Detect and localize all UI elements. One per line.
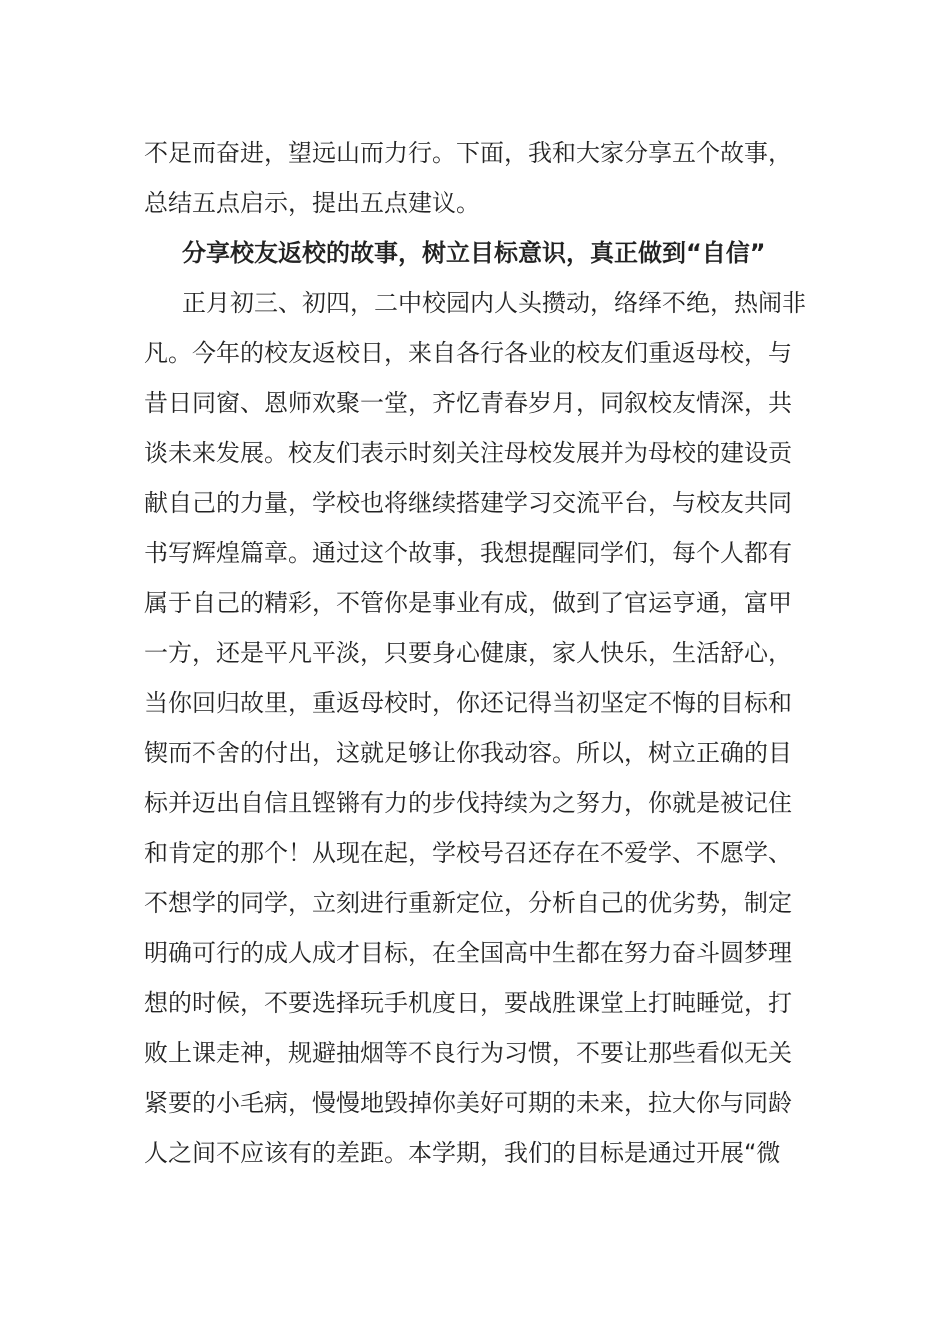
paragraph-line: 败上课走神，规避抽烟等不良行为习惯，不要让那些看似无关 xyxy=(144,1039,792,1067)
document-body xyxy=(144,128,824,1178)
paragraph-line: 凡。今年的校友返校日，来自各行各业的校友们重返母校，与 xyxy=(144,339,792,367)
paragraph-line: 和肯定的那个！从现在起，学校号召还存在不爱学、不愿学、 xyxy=(144,839,792,867)
paragraph-line: 献自己的力量，学校也将继续搭建学习交流平台，与校友共同 xyxy=(144,489,792,517)
paragraph-line: 人之间不应该有的差距。本学期，我们的目标是通过开展“微 xyxy=(144,1139,781,1167)
section-heading: 分享校友返校的故事，树立目标意识，真正做到“自信” xyxy=(182,239,766,267)
paragraph-line: 昔日同窗、恩师欢聚一堂，齐忆青春岁月，同叙校友情深，共 xyxy=(144,389,792,417)
paragraph-line: 谈未来发展。校友们表示时刻关注母校发展并为母校的建设贡 xyxy=(144,439,792,467)
paragraph-line: 一方，还是平凡平淡，只要身心健康，家人快乐，生活舒心， xyxy=(144,639,792,667)
paragraph-line: 书写辉煌篇章。通过这个故事，我想提醒同学们，每个人都有 xyxy=(144,539,792,567)
intro-line: 不足而奋进，望远山而力行。下面，我和大家分享五个故事， xyxy=(144,139,792,167)
intro-line: 总结五点启示，提出五点建议。 xyxy=(144,189,480,217)
paragraph-line: 不想学的同学，立刻进行重新定位，分析自己的优劣势，制定 xyxy=(144,889,792,917)
paragraph-line: 标并迈出自信且铿锵有力的步伐持续为之努力，你就是被记住 xyxy=(144,789,792,817)
paragraph-line: 属于自己的精彩，不管你是事业有成，做到了官运亨通，富甲 xyxy=(144,589,792,617)
paragraph-line: 锲而不舍的付出，这就足够让你我动容。所以，树立正确的目 xyxy=(144,739,792,767)
paragraph-line: 明确可行的成人成才目标，在全国高中生都在努力奋斗圆梦理 xyxy=(144,939,792,967)
paragraph-line: 正月初三、初四，二中校园内人头攒动，络绎不绝，热闹非 xyxy=(182,289,806,317)
paragraph-line: 想的时候，不要选择玩手机度日，要战胜课堂上打盹睡觉，打 xyxy=(144,989,792,1017)
paragraph-line: 当你回归故里，重返母校时，你还记得当初坚定不悔的目标和 xyxy=(144,689,792,717)
paragraph-line: 紧要的小毛病，慢慢地毁掉你美好可期的未来，拉大你与同龄 xyxy=(144,1089,792,1117)
